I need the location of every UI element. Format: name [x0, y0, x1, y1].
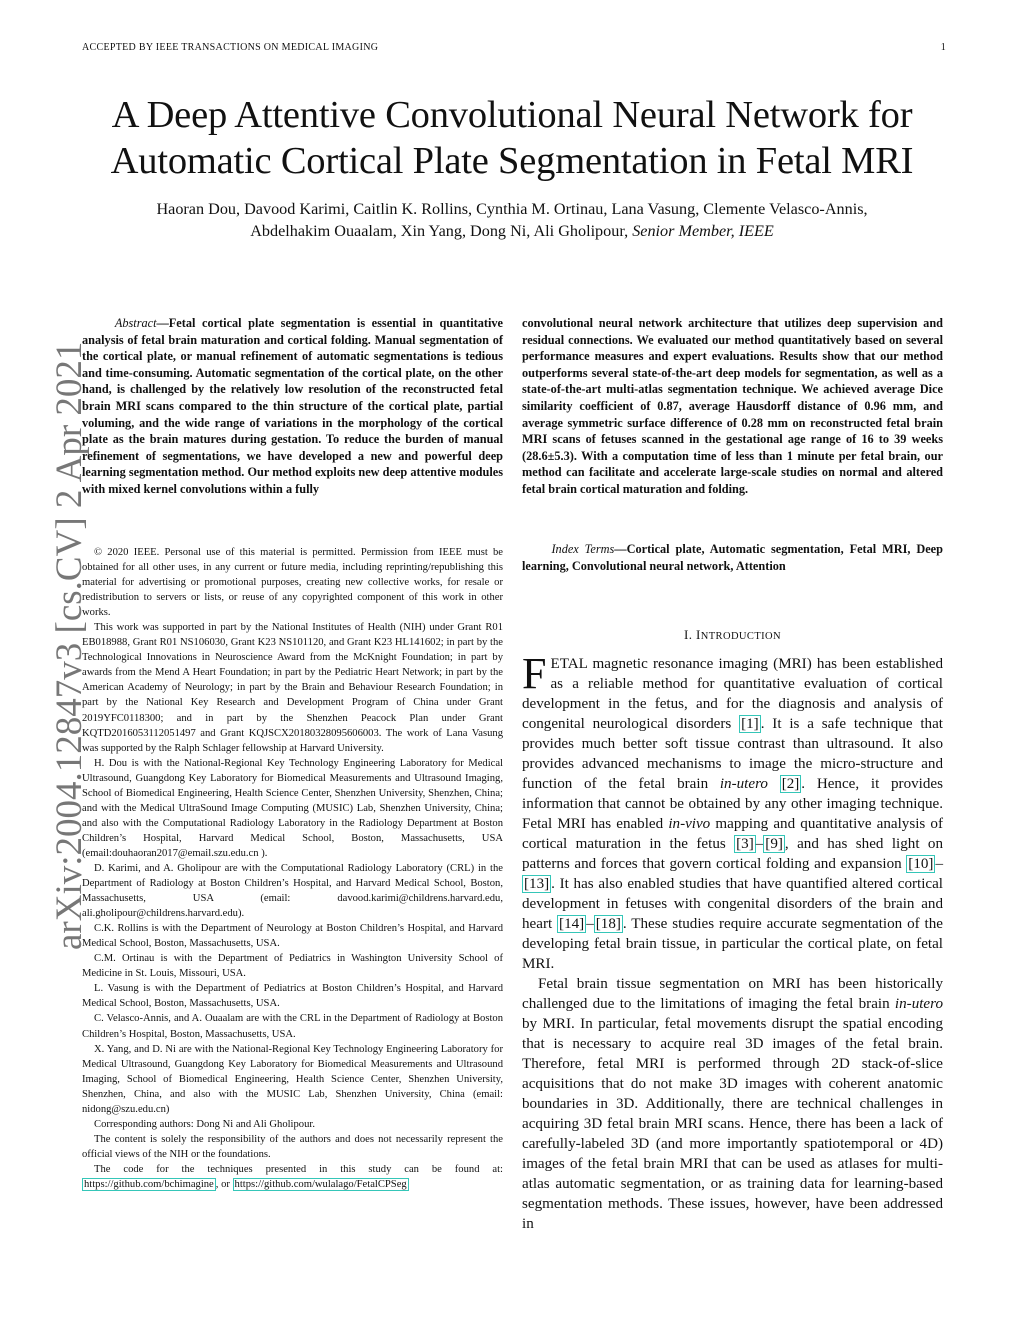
journal-name: ACCEPTED BY IEEE TRANSACTIONS ON MEDICAL IMAGING	[82, 42, 379, 53]
intro-text: by MRI. In particular, fetal movements disrupt the spatial encoding that is necessary to acquire real 3D images of the fetal brain. Therefore, fetal MRI is performed through 2D stack-of-slice acquisitions that do not make 3D images with coherent anatomic boundaries in 3D. Additionally, there are technical challenges in acquiring 3D fetal brain MRI scans. Hence, there has been a lack of carefully-labeled 3D (and more importantly spatiotemporal or 4D) images of the fetal brain MRI that can be used as atlases for multi-atlas automatic segmentation, or as training data for learning-based segmentation methods. These issues, however, have been addressed in	[522, 1016, 943, 1232]
citation-link[interactable]: [2]	[781, 776, 800, 792]
author-list	[60, 198, 964, 242]
index-terms-label: Index Terms	[551, 542, 615, 556]
intro-text: –	[586, 916, 594, 932]
intro-text: –	[935, 856, 943, 872]
affiliation-ortinau: C.M. Ortinau is with the Department of Pediatrics in Washington University School of Medicine in St. Louis, Missouri, USA.	[82, 953, 503, 980]
affiliation-dou: H. Dou is with the National-Regional Key Technology Engineering Laboratory for Medical Ultrasound, Guangdong Key Laboratory for Biomedical Measurements and Ultrasound Imaging, School of Biomedical Engineering, Health Science Center, Shenzhen University, Shenzhen, China; and with the Medical UltraSound Image Computing (MUSIC) Lab, Shenzhen University, China; and also with the Computational Radiology Laboratory in the Radiology Department at Boston Children’s Hospital, Harvard Medical School, Boston, Massachusetts, USA (email:douhaoran2017@email.szu.edu.cn ).	[82, 757, 503, 859]
citation-link[interactable]: [9]	[765, 836, 783, 852]
author-role: Senior Member, IEEE	[632, 222, 774, 240]
intro-paragraph-2	[522, 974, 943, 1234]
drop-cap: F	[522, 649, 547, 698]
intro-italic: in-utero	[719, 776, 768, 792]
index-terms-text: —Cortical plate, Automatic segmentation, Fetal MRI, Deep learning, Convolutional neural network, Attention	[522, 542, 943, 573]
code-availability	[82, 1162, 503, 1192]
citation-link[interactable]: [3]	[736, 836, 754, 852]
intro-italic: in-vivo	[668, 816, 711, 832]
intro-paragraph-1	[522, 649, 944, 974]
intro-text: , and has shed light on patterns and forces that govern cortical folding and expansion	[522, 836, 943, 872]
abstract-label: Abstract	[114, 316, 157, 330]
url-fetalcpseg[interactable]: https://github.com/wulalago/FetalCPSeg	[234, 1178, 407, 1190]
corresponding-authors: Corresponding authors: Dong Ni and Ali Gholipour.	[94, 1118, 315, 1130]
code-or: , or	[215, 1178, 233, 1190]
intro-text: Fetal brain tissue segmentation on MRI has been historically challenged due to the limitations of imaging the fetal brain	[522, 976, 943, 1012]
intro-text: . Hence, it provides information that cannot be obtained by any other imaging technique. Fetal MRI has enabled	[522, 776, 943, 832]
intro-text: ETAL magnetic resonance imaging (MRI) has been established as a reliable method for quantitative evaluation of cortical development in the fetus, and for the diagnosis and analysis of congenital neurological disorders	[522, 656, 943, 732]
footnotes	[82, 545, 503, 1192]
abstract-text-right: convolutional neural network architecture that utilizes deep supervision and residual connections. We evaluated our method quantitatively based on several performance measures and expert evaluations. Results show that our method outperforms several state-of-the-art deep models for segmentation, as well as a state-of-the-art multi-atlas segmentation technique. We achieved average Dice similarity coefficient of 0.87, average Hausdorff distance of 0.96 mm, and average symmetric surface difference of 0.28 mm on reconstructed fetal brain MRI scans of fetuses scanned in the gestational age range of 16 to 39 weeks (28.6±5.3). With a computation time of less than 1 minute per fetal brain, our method can facilitate and accelerate large-scale studies on normal and altered fetal brain cortical maturation and folding.	[522, 316, 943, 496]
url-bchimagine[interactable]: https://github.com/bchimagine	[84, 1178, 214, 1190]
citation-link[interactable]: [13]	[524, 876, 550, 892]
citation-link[interactable]: [1]	[741, 716, 759, 732]
arxiv-sidebar	[48, 300, 90, 1300]
abstract-right	[522, 315, 943, 498]
citation-link[interactable]: [14]	[559, 916, 585, 932]
introduction-body	[522, 649, 944, 1234]
abstract-left	[82, 315, 503, 498]
affiliation-vasung: L. Vasung is with the Department of Pediatrics at Boston Children’s Hospital, and Harvard Medical School, Boston, Massachusetts, USA.	[82, 983, 503, 1010]
intro-text: –	[755, 836, 764, 852]
copyright-notice: © 2020 IEEE. Personal use of this material is permitted. Permission from IEEE must be obtained for all other uses, in any current or future media, including reprinting/republishing this material for advertising or promotional purposes, creating new collective works, for resale or redistribution to servers or lists, or reuse of any copyrighted component of this work in other works.	[82, 547, 503, 619]
affiliation-velasco: C. Velasco-Annis, and A. Ouaalam are with the CRL in the Department of Radiology at Boston Children’s Hospital, Boston, Massachusetts, USA.	[82, 1013, 503, 1040]
intro-text	[768, 776, 780, 792]
section-name: NTRODUCTION	[700, 631, 781, 642]
page-number: 1	[940, 42, 946, 53]
authors-line-1: Haoran Dou, Davood Karimi, Caitlin K. Rollins, Cynthia M. Ortinau, Lana Vasung, Clemente Velasco-Annis,	[156, 200, 868, 218]
abstract-text-left: —Fetal cortical plate segmentation is essential in quantitative analysis of fetal brain maturation and cortical folding. Manual segmentation of the cortical plate, or manual refinement of automatic segmentations is tedious and time-consuming. Automatic segmentation of the cortical plate, on the other hand, is challenged by the relatively low resolution of the reconstructed fetal brain MRI scans compared to the thin structure of the cortical plate, partial voluming, and the wide range of variations in the morphology of the cortical plate as the brain matures during gestation. To reduce the burden of manual refinement of segmentations, we have developed a new and powerful deep learning segmentation method. Our method exploits new deep attentive modules with mixed kernel convolutions within a fully	[82, 316, 503, 496]
authors-line-2-names: Abdelhakim Ouaalam, Xin Yang, Dong Ni, Ali Gholipour,	[250, 222, 633, 240]
arxiv-identifier: arXiv:2004.12847v3 [cs.CV] 2 Apr 2021	[49, 341, 90, 950]
intro-text: mapping and quantitative analysis of cortical maturation in the fetus	[522, 816, 944, 852]
affiliation-yang: X. Yang, and D. Ni are with the National-Regional Key Technology Engineering Laboratory for Medical Ultrasound, Guangdong Key Laboratory for Biomedical Measurements and Ultrasound Imaging, School of Biomedical Engineering, Health Science Center, Shenzhen University, Shenzhen, China, and also with the MUSIC Lab, Shenzhen University, China (email: nidong@szu.edu.cn)	[82, 1043, 503, 1115]
paper-title	[40, 92, 984, 184]
intro-text: . These studies require accurate segmentation of the developing fetal brain tissue, in particular the cortical plate, on fetal MRI.	[522, 916, 943, 972]
disclaimer: The content is solely the responsibility of the authors and does not necessarily represent the official views of the NIH or the foundations.	[82, 1133, 503, 1160]
running-header	[82, 42, 946, 56]
authors-line-2	[60, 220, 964, 242]
funding-note: This work was supported in part by the National Institutes of Health (NIH) under Grant R01 EB018988, Grant R01 NS106030, Grant K23 NS101120, and Grant K23 HL141602; in part by the Technological Innovations in Neuroscience Award from the McKnight Foundation; in part by awards from the Mend A Heart Foundation; in part by the Pediatric Heart Network; in part by the American Academy of Neurology; in part by the Brain and Behaviour Research Foundation; in part by the National Key Research and Development Program of China under Grant 2019YFC0118300; and in part by the Shenzhen Peacock Plan under Grant KQTD2016053112051497 and Grant KQJSCX20180328095606003. The work of Lana Vasung was supported by the Ralph Schlager fellowship at Harvard University.	[82, 622, 503, 754]
section-heading	[522, 627, 943, 643]
citation-link[interactable]: [10]	[908, 856, 934, 872]
intro-text: . It is a safe technique that provides much better soft tissue contrast than ultrasound. It also provides advanced mechanisms to image the micro-structure and function of the fetal brain	[522, 716, 943, 792]
affiliation-rollins: C.K. Rollins is with the Department of Neurology at Boston Children’s Hospital, and Harvard Medical School, Boston, Massachusetts, USA.	[82, 923, 503, 950]
title-line-2: Automatic Cortical Plate Segmentation in Fetal MRI	[110, 140, 914, 182]
intro-text: . It has also enabled studies that have quantified altered cortical development in fetuses with congenital disorders of the brain and heart	[522, 876, 943, 932]
code-prefix: The code for the techniques presented in this study can be found at:	[94, 1163, 503, 1175]
title-line-1: A Deep Attentive Convolutional Neural Network for	[111, 94, 913, 136]
section-numeral: I. I	[684, 627, 701, 642]
index-terms	[522, 541, 943, 574]
citation-link[interactable]: [18]	[595, 916, 621, 932]
affiliation-karimi: D. Karimi, and A. Gholipour are with the Computational Radiology Laboratory (CRL) in the Department of Radiology at Boston Children’s Hospital, and Harvard Medical School, Boston, Massachusetts, USA (email: davood.karimi@childrens.harvard.edu, ali.gholipour@childrens.harvard.edu).	[82, 862, 503, 920]
intro-italic: in-utero	[894, 996, 943, 1012]
